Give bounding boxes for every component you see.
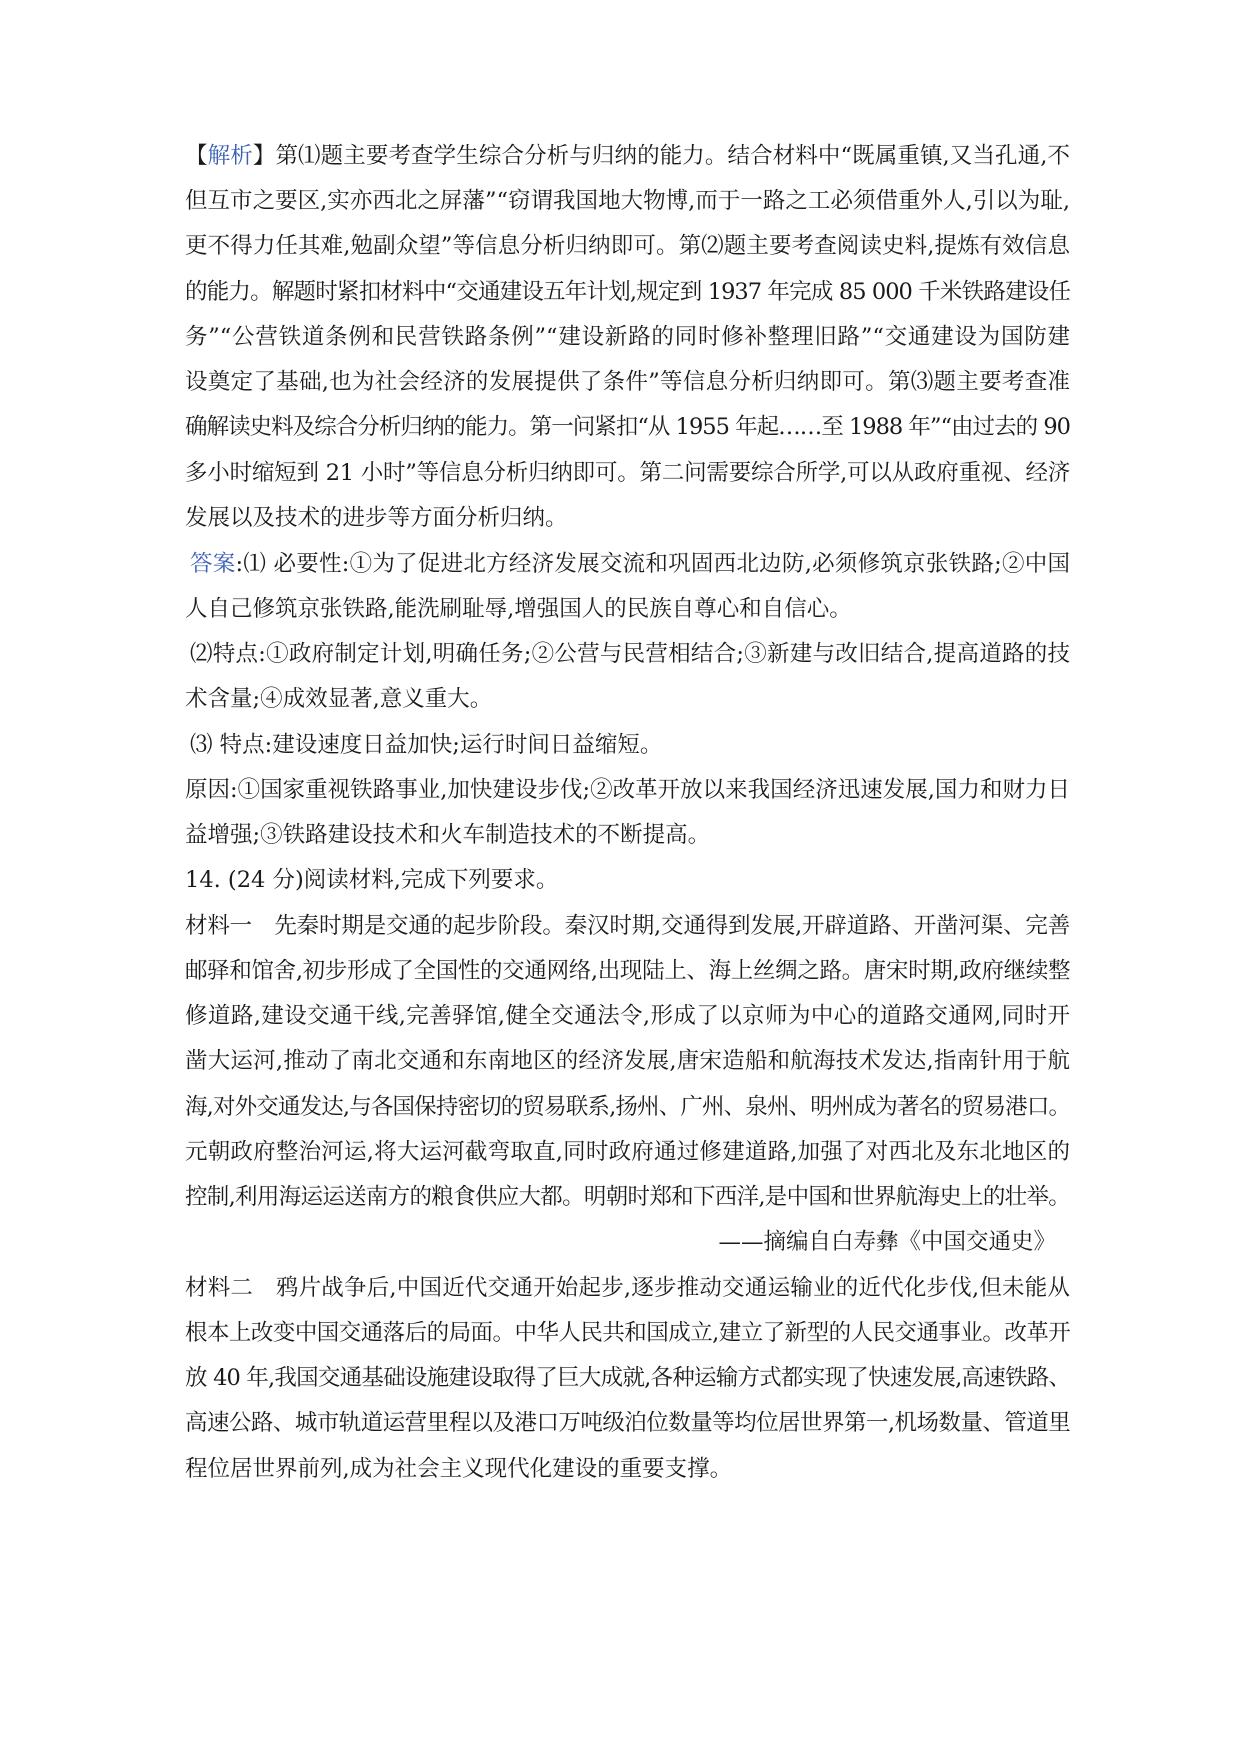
material1-line-1: 材料一 先秦时期是交通的起步阶段。秦汉时期,交通得到发展,开辟道路、开凿河渠、完善 [185,913,1070,939]
answer-line-5: ⑶ 特点:建设速度日益加快;运行时间日益缩短。 [190,732,663,758]
analysis-line-3: 更不得力任其难,勉副众望”等信息分析归纳即可。第⑵题主要考查阅读史料,提炼有效信息 [185,233,1070,259]
analysis-label: 解析 [207,143,253,169]
question-14-heading: 14. (24 分)阅读材料,完成下列要求。 [185,867,559,893]
analysis-line-1 [185,140,1070,172]
analysis-line-6: 设奠定了基础,也为社会经济的发展提供了条件”等信息分析归纳即可。第⑶题主要考查准 [185,369,1070,395]
material1-line-2: 邮驿和馆舍,初步形成了全国性的交通网络,出现陆上、海上丝绸之路。唐宋时期,政府继续整 [185,958,1070,984]
analysis-line-7: 确解读史料及综合分析归纳的能力。第一问紧扣“从 1955 年起……至 1988 年”“由过去的 90 [185,414,1070,440]
answer-line-1 [190,548,1070,580]
analysis-line-9: 发展以及技术的进步等方面分析归纳。 [185,505,568,531]
material1-source: ——摘编自白寿彝《中国交通史》 [718,1229,1056,1255]
answer-line-3: ⑵特点:①政府制定计划,明确任务;②公营与民营相结合;③新建与改旧结合,提高道路的技 [190,641,1070,667]
analysis-line-8: 多小时缩短到 21 小时”等信息分析归纳即可。第二问需要综合所学,可以从政府重视、经济 [185,460,1070,486]
material1-line-4: 凿大运河,推动了南北交通和东南地区的经济发展,唐宋造船和航海技术发达,指南针用于航 [185,1048,1070,1074]
analysis-text: 第⑴题主要考查学生综合分析与归纳的能力。结合材料中“既属重镇,又当孔通,不 [275,143,1070,169]
answer-line-2: 人自己修筑京张铁路,能洗刷耻辱,增强国人的民族自尊心和自信心。 [185,596,852,622]
answer-text: :⑴ 必要性:①为了促进北方经济发展交流和巩固西北边防,必须修筑京张铁路;②中国 [235,551,1070,577]
answer-label: 答案 [190,551,236,577]
material2-line-5: 程位居世界前列,成为社会主义现代化建设的重要支撑。 [185,1456,733,1482]
material2-line-2: 根本上改变中国交通落后的局面。中华人民共和国成立,建立了新型的人民交通事业。改革开 [185,1320,1070,1346]
analysis-line-2: 但互市之要区,实亦西北之屏藩”“窃谓我国地大物博,而于一路之工必须借重外人,引以为耻, [185,188,1070,214]
material2-line-3: 放 40 年,我国交通基础设施建设取得了巨大成就,各种运输方式都实现了快速发展,高速铁路、 [185,1365,1070,1391]
analysis-line-5: 务”“公营铁道条例和民营铁路条例”“建设新路的同时修补整理旧路”“交通建设为国防建 [185,324,1070,350]
material1-line-3: 修道路,建设交通干线,完善驿馆,健全交通法令,形成了以京师为中心的道路交通网,同时开 [185,1003,1070,1029]
answer-line-4: 术含量;④成效显著,意义重大。 [185,686,493,712]
answer-line-6: 原因:①国家重视铁路事业,加快建设步伐;②改革开放以来我国经济迅速发展,国力和财力日 [185,777,1070,803]
material2-line-4: 高速公路、城市轨道运营里程以及港口万吨级泊位数量等均位居世界第一,机场数量、管道里 [185,1410,1070,1436]
material2-line-1: 材料二 鸦片战争后,中国近代交通开始起步,逐步推动交通运输业的近代化步伐,但未能从 [185,1275,1070,1301]
material1-line-5: 海,对外交通发达,与各国保持密切的贸易联系,扬州、广州、泉州、明州成为著名的贸易港口。 [185,1094,1070,1120]
analysis-label-open: 【 [185,143,208,169]
analysis-label-close: 】 [252,143,276,169]
answer-line-7: 益增强;③铁路建设技术和火车制造技术的不断提高。 [185,822,711,848]
material1-line-7: 控制,利用海运运送南方的粮食供应大都。明朝时郑和下西洋,是中国和世界航海史上的壮举。 [185,1184,1070,1210]
analysis-line-4: 的能力。解题时紧扣材料中“交通建设五年计划,规定到 1937 年完成 85 000 千米铁路建设任 [185,279,1070,305]
material1-line-6: 元朝政府整治河运,将大运河截弯取直,同时政府通过修建道路,加强了对西北及东北地区的 [185,1139,1070,1165]
